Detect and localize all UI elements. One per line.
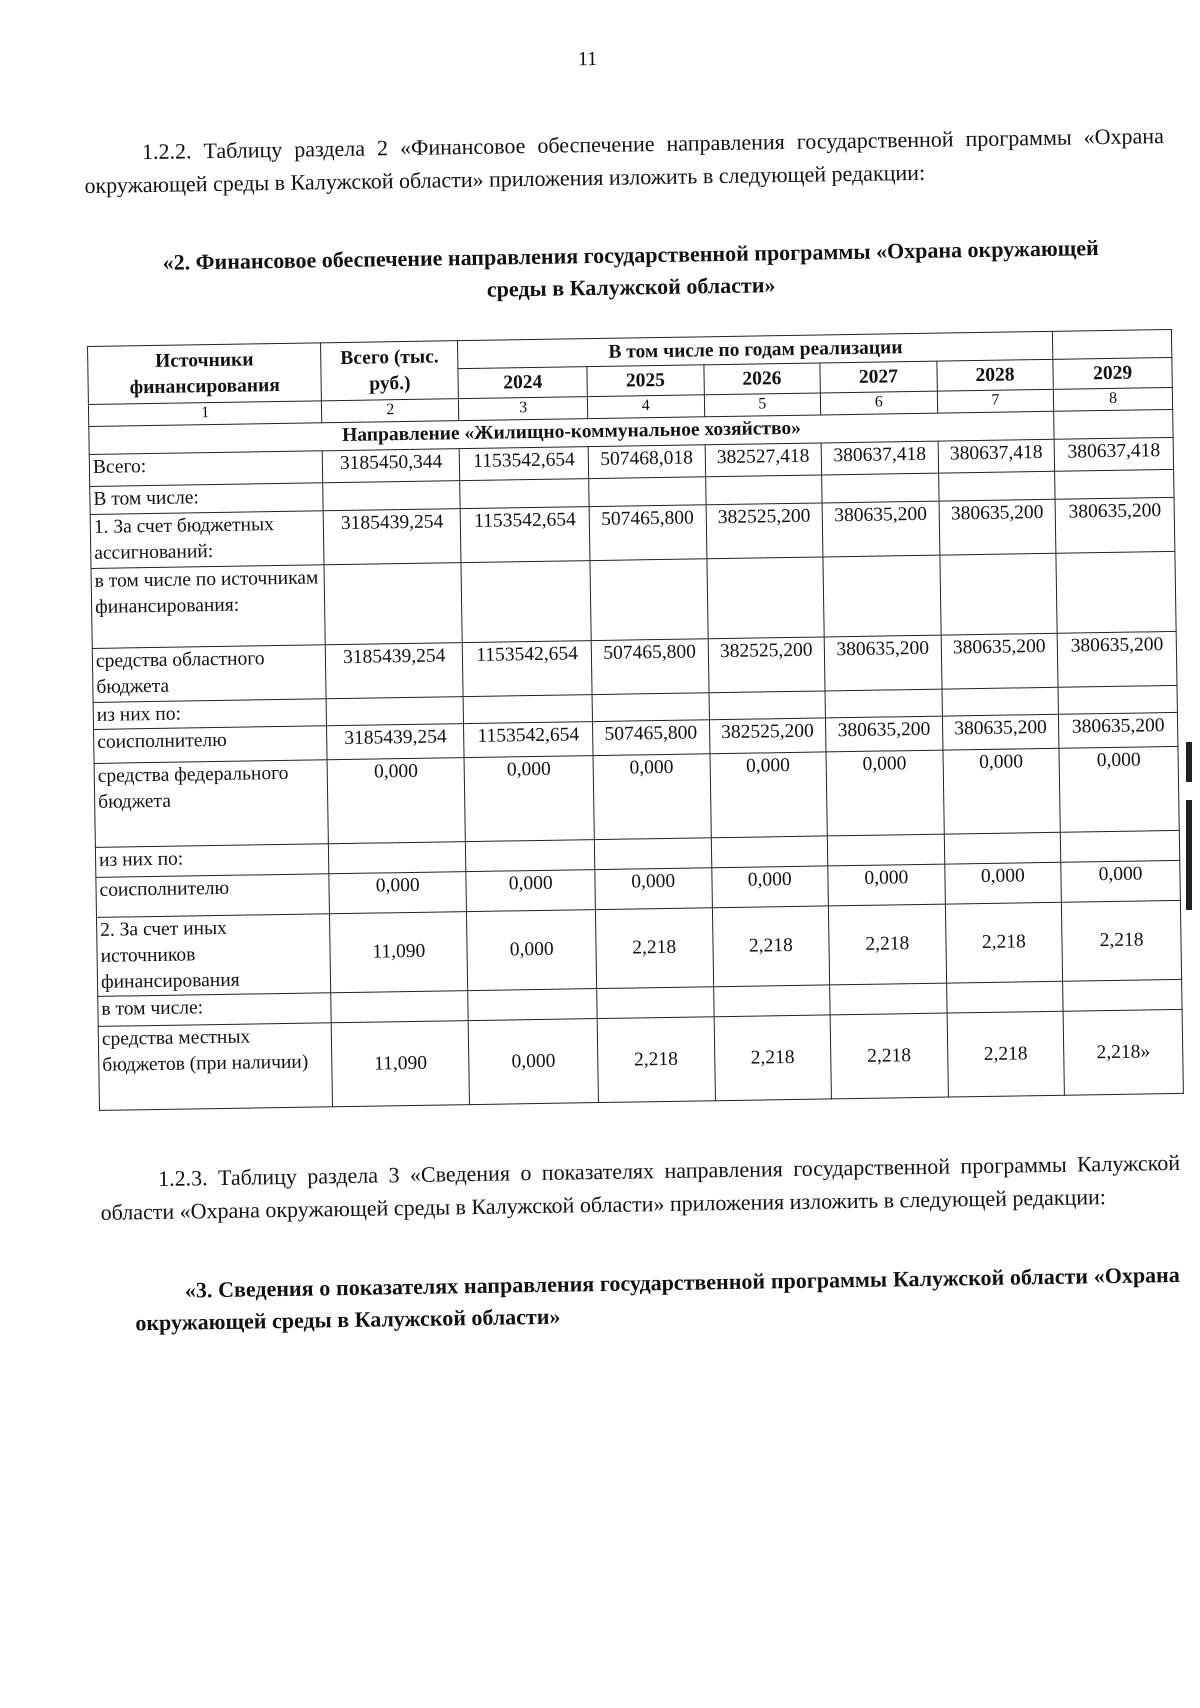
column-number: 1: [88, 401, 321, 427]
cell-year-value: 1153542,654: [464, 722, 593, 758]
cell-year-value: 0,000: [711, 866, 828, 908]
section-3-heading-text: «3. Сведения о показателях направления государственной программы Калужской области «Охрана окружающей среды в Калужской области»: [135, 1261, 1180, 1336]
cell-year-value: 380637,418: [1054, 437, 1173, 471]
cell-year-value: 0,000: [593, 754, 711, 840]
cell-year-value: 0,000: [469, 1019, 599, 1105]
row-label: средства областного бюджета: [92, 645, 326, 703]
column-number: 3: [459, 397, 588, 421]
section-empty-cell: [1054, 409, 1173, 439]
cell-year-value: [938, 471, 1055, 501]
cell-year-value: [942, 687, 1059, 716]
cell-total: [323, 481, 461, 511]
cell-year-value: [461, 561, 591, 643]
cell-year-value: 507465,800: [591, 639, 708, 695]
cell-year-value: 1153542,654: [461, 507, 590, 563]
paragraph-1-2-3: [100, 1146, 1181, 1229]
cell-year-value: 2,218: [712, 906, 830, 987]
cell-year-value: [827, 834, 944, 866]
cell-year-value: 2,218: [828, 904, 946, 985]
cell-year-value: [1055, 469, 1174, 499]
header-year: 2029: [1053, 357, 1172, 389]
column-number: 2: [322, 399, 460, 423]
cell-year-value: [468, 989, 597, 1021]
cell-total: [326, 697, 464, 726]
row-label: в том числе по источникам финансирования:: [91, 565, 325, 649]
section-2-heading: «2. Финансовое обеспечение направления государственной программы «Охрана окружающей среды в Калужской области»: [162, 235, 1099, 302]
cell-year-value: 0,000: [826, 750, 944, 836]
cell-year-value: 507465,800: [589, 505, 706, 561]
header-year: 2027: [820, 361, 937, 393]
cell-year-value: [590, 559, 708, 641]
cell-total: 0,000: [327, 758, 466, 844]
cell-year-value: [589, 477, 706, 507]
cell-total: 0,000: [329, 872, 467, 914]
cell-year-value: 380637,418: [821, 441, 938, 475]
table-row: [98, 1009, 1183, 1110]
paragraph-1-2-3-text: 1.2.3. Таблицу раздела 3 «Сведения о показателях направления государственной программы Калужской области «Охрана окружающей среды в Калужской области» приложения изложить в следующей редакции:: [100, 1149, 1181, 1225]
cell-year-value: [944, 832, 1061, 864]
cell-year-value: [1063, 979, 1182, 1011]
cell-total: [324, 563, 463, 645]
row-label: соисполнителю: [96, 874, 330, 918]
scan-margin-mark: [1186, 800, 1192, 910]
header-year: 2026: [703, 363, 820, 395]
cell-year-value: 0,000: [595, 868, 712, 910]
cell-total: 3185439,254: [327, 724, 465, 760]
cell-year-value: [823, 555, 941, 637]
cell-year-value: 380635,200: [1055, 497, 1175, 553]
paragraph-1-2-2-text: 1.2.2. Таблицу раздела 2 «Финансовое обеспечение направления государственной программы «Охрана окружающей среды в Калужской области» приложения изложить в следующей редакции:: [84, 123, 1165, 199]
row-label: Всего:: [89, 451, 323, 487]
cell-year-value: 507465,800: [592, 720, 709, 756]
cell-year-value: [711, 836, 828, 868]
cell-year-value: [946, 981, 1063, 1013]
header-by-years: В том числе по годам реализации: [458, 331, 1053, 368]
cell-total: [328, 842, 466, 874]
section-3-heading: [135, 1259, 1181, 1339]
cell-year-value: [1056, 551, 1176, 633]
cell-year-value: [709, 691, 826, 720]
cell-year-value: 382525,200: [708, 637, 825, 693]
row-label: средства местных бюджетов (при наличии): [98, 1023, 332, 1111]
column-number: 4: [587, 395, 704, 419]
cell-year-value: 2,218: [595, 908, 713, 989]
cell-year-value: 2,218: [1062, 900, 1182, 981]
cell-year-value: 0,000: [464, 756, 594, 842]
cell-year-value: [706, 557, 824, 639]
cell-year-value: 380635,200: [826, 716, 943, 752]
cell-year-value: 382525,200: [709, 718, 826, 754]
row-label: средства федерального бюджета: [94, 760, 328, 848]
header-sources: Источники финансирования: [88, 343, 322, 405]
row-label: 2. За счет иных источников финансирования: [96, 914, 330, 997]
cell-year-value: 0,000: [710, 752, 828, 838]
cell-total: 11,090: [330, 912, 468, 993]
cell-year-value: 0,000: [1059, 746, 1179, 832]
column-number: 6: [820, 391, 937, 415]
header-total: Всего (тыс. руб.): [321, 341, 459, 401]
paragraph-1-2-2: [84, 119, 1165, 202]
cell-year-value: 382525,200: [706, 503, 823, 559]
header-year: 2024: [458, 367, 587, 399]
cell-year-value: 0,000: [466, 870, 595, 912]
cell-year-value: 380635,200: [939, 499, 1056, 555]
cell-total: [331, 991, 469, 1023]
section-title: Направление «Жилищно-коммунальное хозяйство»: [89, 411, 1055, 454]
cell-year-value: 0,000: [944, 862, 1061, 904]
row-label: в том числе:: [98, 993, 332, 1027]
cell-year-value: 380635,200: [1057, 631, 1177, 687]
column-number: 5: [704, 393, 821, 417]
cell-year-value: [592, 693, 709, 722]
cell-total: 11,090: [331, 1021, 470, 1107]
scan-margin-mark: [1186, 742, 1192, 782]
cell-year-value: [705, 475, 822, 505]
cell-year-value: 380635,200: [822, 501, 939, 557]
column-number: 7: [937, 389, 1054, 413]
table-body: [89, 437, 1183, 1110]
header-year: 2025: [587, 365, 704, 397]
cell-year-value: [1060, 830, 1179, 862]
cell-year-value: [830, 983, 947, 1015]
cell-year-value: [597, 987, 714, 1019]
cell-year-value: 380635,200: [941, 633, 1058, 689]
cell-year-value: 380635,200: [942, 714, 1059, 750]
cell-year-value: 382527,418: [705, 443, 822, 477]
cell-year-value: [1058, 685, 1177, 714]
cell-total: 3185439,254: [325, 643, 463, 699]
cell-year-value: 1153542,654: [463, 641, 592, 697]
page-number: 11: [577, 47, 598, 71]
row-label: из них по:: [95, 844, 329, 878]
cell-total: 3185439,254: [323, 509, 461, 565]
cell-year-value: 2,218: [947, 1011, 1065, 1097]
cell-year-value: 0,000: [828, 864, 945, 906]
cell-year-value: [713, 985, 830, 1017]
header-year: 2028: [936, 359, 1053, 391]
cell-year-value: 380635,200: [1059, 712, 1178, 748]
cell-total: 3185450,344: [322, 449, 460, 483]
cell-year-value: 2,218: [597, 1017, 715, 1103]
cell-year-value: [466, 840, 595, 872]
cell-year-value: [594, 838, 711, 870]
cell-year-value: 2,218: [945, 902, 1063, 983]
cell-year-value: 507468,018: [588, 445, 705, 479]
column-number: 8: [1054, 387, 1173, 411]
cell-year-value: 2,218»: [1063, 1009, 1183, 1095]
cell-year-value: [463, 695, 592, 724]
cell-year-value: 380637,418: [938, 439, 1055, 473]
cell-year-value: 2,218: [830, 1013, 948, 1099]
financing-table: [87, 329, 1184, 1111]
cell-year-value: [460, 479, 589, 509]
cell-year-value: [825, 689, 942, 718]
cell-year-value: 380635,200: [824, 635, 941, 691]
row-label: из них по:: [93, 699, 327, 730]
cell-year-value: [822, 473, 939, 503]
cell-year-value: 0,000: [467, 910, 597, 991]
cell-year-value: 2,218: [714, 1015, 832, 1101]
header-empty-cell: [1053, 329, 1172, 359]
cell-year-value: 1153542,654: [460, 447, 589, 481]
cell-year-value: [940, 553, 1058, 635]
cell-year-value: 0,000: [1061, 860, 1180, 902]
cell-year-value: 0,000: [943, 748, 1061, 834]
row-label: В том числе:: [90, 483, 324, 515]
row-label: 1. За счет бюджетных ассигнований:: [90, 511, 324, 569]
row-label: соисполнителю: [94, 726, 328, 764]
